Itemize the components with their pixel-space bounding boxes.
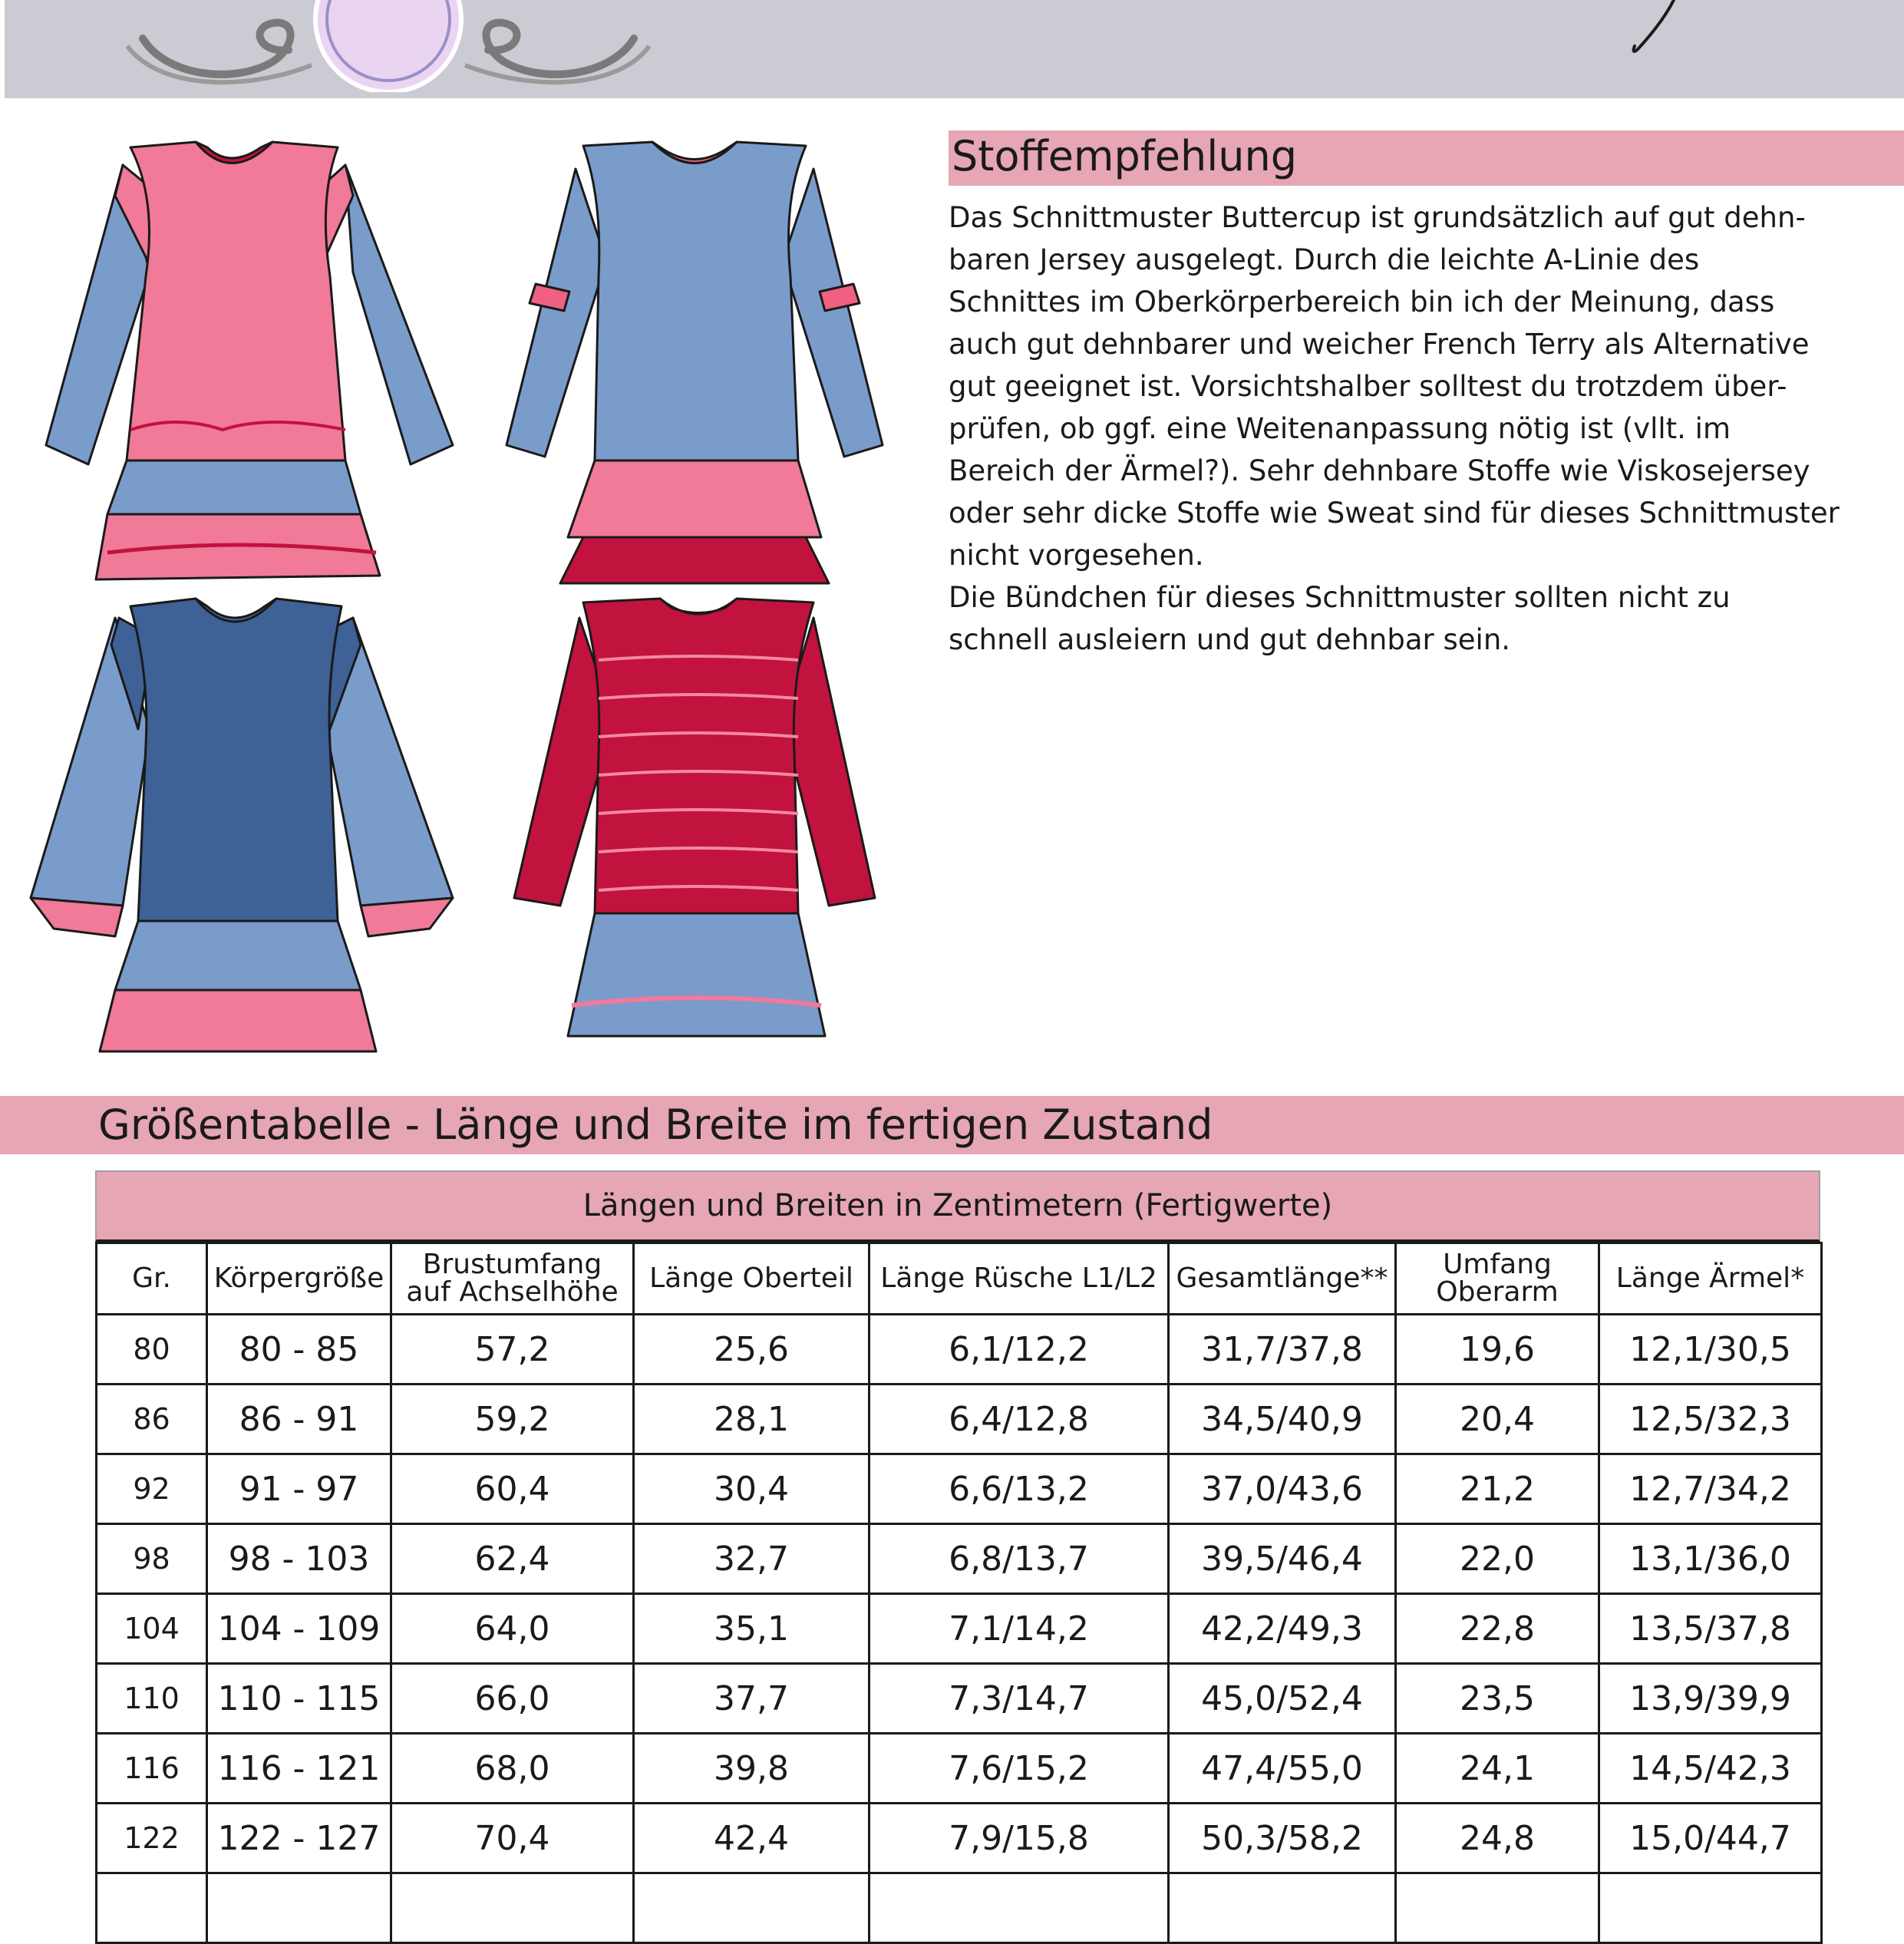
cell-sleeve-length: 13,1/36,0 [1599, 1524, 1822, 1594]
cell-sleeve-length: 13,5/37,8 [1599, 1594, 1822, 1664]
size-table [95, 1170, 1820, 1944]
signature-icon [1601, 0, 1693, 61]
cell-total-length: 45,0/52,4 [1169, 1664, 1396, 1734]
table-row [97, 1315, 1822, 1385]
cell-sleeve-length: 15,0/44,7 [1599, 1804, 1822, 1873]
table-row [97, 1664, 1822, 1734]
header-band [5, 0, 1904, 98]
cell-ruffle-length: 6,1/12,2 [870, 1315, 1169, 1385]
cell-top-length: 25,6 [634, 1315, 870, 1385]
cell-body-height: 110 - 115 [207, 1664, 391, 1734]
cell-chest: 66,0 [391, 1664, 634, 1734]
cell-body-height: 86 - 91 [207, 1385, 391, 1454]
cell-chest: 62,4 [391, 1524, 634, 1594]
size-table-body [97, 1315, 1822, 1943]
cell-chest: 59,2 [391, 1385, 634, 1454]
cell-body-height: 104 - 109 [207, 1594, 391, 1664]
table-row [97, 1873, 1822, 1943]
fabric-line: nicht vorgesehen. [949, 539, 1204, 572]
cell-upper-arm: 19,6 [1396, 1315, 1599, 1385]
column-header-upper-arm: Umfang Oberarm [1396, 1243, 1599, 1315]
fabric-line: schnell ausleiern und gut dehnbar sein. [949, 623, 1511, 656]
cell-size: 80 [97, 1315, 207, 1385]
cell-size: 92 [97, 1454, 207, 1524]
cell-ruffle-length: 7,1/14,2 [870, 1594, 1169, 1664]
cell-upper-arm: 24,1 [1396, 1734, 1599, 1804]
cell-body-height: 116 - 121 [207, 1734, 391, 1804]
cell-body-height: 80 - 85 [207, 1315, 391, 1385]
fabric-line: gut geeignet ist. Vorsichtshalber solltest du trotzdem über- [949, 370, 1787, 403]
cell-top-length: 37,7 [634, 1664, 870, 1734]
fabric-section-title: Stoffempfehlung [952, 132, 1297, 180]
cell-size [97, 1873, 207, 1943]
size-table-caption: Längen und Breiten in Zentimetern (Fertigwerte) [95, 1170, 1820, 1242]
cell-ruffle-length: 6,8/13,7 [870, 1524, 1169, 1594]
cell-ruffle-length [870, 1873, 1169, 1943]
column-header-top-length: Länge Oberteil [634, 1243, 870, 1315]
cell-size: 110 [97, 1664, 207, 1734]
cell-body-height [207, 1873, 391, 1943]
cell-total-length: 42,2/49,3 [1169, 1594, 1396, 1664]
fabric-line: Die Bündchen für dieses Schnittmuster sollten nicht zu [949, 581, 1731, 614]
fabric-line: prüfen, ob ggf. eine Weitenanpassung nötig ist (vllt. im [949, 412, 1731, 445]
cell-upper-arm [1396, 1873, 1599, 1943]
cell-sleeve-length [1599, 1873, 1822, 1943]
table-row [97, 1385, 1822, 1454]
table-row [97, 1454, 1822, 1524]
cell-chest [391, 1873, 634, 1943]
size-table-section-title: Größentabelle - Länge und Breite im fertigen Zustand [98, 1101, 1213, 1149]
cell-size: 104 [97, 1594, 207, 1664]
brand-logo-icon [120, 0, 657, 92]
cell-size: 116 [97, 1734, 207, 1804]
table-row [97, 1524, 1822, 1594]
cell-size: 86 [97, 1385, 207, 1454]
cell-total-length: 31,7/37,8 [1169, 1315, 1396, 1385]
cell-size: 122 [97, 1804, 207, 1873]
column-header-sleeve-length: Länge Ärmel* [1599, 1243, 1822, 1315]
cell-chest: 64,0 [391, 1594, 634, 1664]
table-row [97, 1734, 1822, 1804]
cell-chest: 70,4 [391, 1804, 634, 1873]
cell-size: 98 [97, 1524, 207, 1594]
fabric-description [949, 196, 1900, 661]
column-header-chest: Brustumfang auf Achselhöhe [391, 1243, 634, 1315]
red-striped-dress-illustration [514, 599, 875, 1036]
garment-illustrations [23, 138, 944, 1059]
fabric-line: auch gut dehnbarer und weicher French Terry als Alternative [949, 328, 1810, 361]
cell-top-length: 28,1 [634, 1385, 870, 1454]
fabric-line: baren Jersey ausgelegt. Durch die leichte A-Linie des [949, 243, 1700, 276]
cell-chest: 57,2 [391, 1315, 634, 1385]
cell-ruffle-length: 6,6/13,2 [870, 1454, 1169, 1524]
cell-body-height: 98 - 103 [207, 1524, 391, 1594]
dark-blue-dress-illustration [31, 599, 453, 1051]
cell-upper-arm: 23,5 [1396, 1664, 1599, 1734]
cell-body-height: 122 - 127 [207, 1804, 391, 1873]
fabric-line: Schnittes im Oberkörperbereich bin ich der Meinung, dass [949, 285, 1775, 318]
cell-chest: 60,4 [391, 1454, 634, 1524]
column-header-size: Gr. [97, 1243, 207, 1315]
size-table-header-row [97, 1243, 1822, 1315]
size-table-grid [95, 1242, 1823, 1944]
cell-sleeve-length: 14,5/42,3 [1599, 1734, 1822, 1804]
cell-upper-arm: 21,2 [1396, 1454, 1599, 1524]
column-header-total-length: Gesamtlänge** [1169, 1243, 1396, 1315]
light-blue-dress-illustration [507, 142, 883, 583]
cell-upper-arm: 22,0 [1396, 1524, 1599, 1594]
table-row [97, 1594, 1822, 1664]
fabric-line: Bereich der Ärmel?). Sehr dehnbare Stoffe wie Viskosejersey [949, 454, 1810, 487]
cell-total-length: 50,3/58,2 [1169, 1804, 1396, 1873]
cell-ruffle-length: 7,9/15,8 [870, 1804, 1169, 1873]
cell-total-length: 47,4/55,0 [1169, 1734, 1396, 1804]
fabric-line: Das Schnittmuster Buttercup ist grundsätzlich auf gut dehn- [949, 201, 1806, 234]
cell-top-length [634, 1873, 870, 1943]
cell-sleeve-length: 12,5/32,3 [1599, 1385, 1822, 1454]
cell-total-length [1169, 1873, 1396, 1943]
cell-body-height: 91 - 97 [207, 1454, 391, 1524]
fabric-line: oder sehr dicke Stoffe wie Sweat sind für dieses Schnittmuster [949, 497, 1840, 530]
cell-top-length: 35,1 [634, 1594, 870, 1664]
cell-ruffle-length: 6,4/12,8 [870, 1385, 1169, 1454]
cell-total-length: 37,0/43,6 [1169, 1454, 1396, 1524]
cell-top-length: 39,8 [634, 1734, 870, 1804]
cell-upper-arm: 20,4 [1396, 1385, 1599, 1454]
cell-total-length: 34,5/40,9 [1169, 1385, 1396, 1454]
cell-total-length: 39,5/46,4 [1169, 1524, 1396, 1594]
pink-dress-illustration [24, 138, 453, 579]
cell-upper-arm: 22,8 [1396, 1594, 1599, 1664]
cell-ruffle-length: 7,6/15,2 [870, 1734, 1169, 1804]
cell-sleeve-length: 12,7/34,2 [1599, 1454, 1822, 1524]
cell-sleeve-length: 12,1/30,5 [1599, 1315, 1822, 1385]
cell-sleeve-length: 13,9/39,9 [1599, 1664, 1822, 1734]
cell-top-length: 32,7 [634, 1524, 870, 1594]
cell-top-length: 42,4 [634, 1804, 870, 1873]
cell-ruffle-length: 7,3/14,7 [870, 1664, 1169, 1734]
table-row [97, 1804, 1822, 1873]
cell-upper-arm: 24,8 [1396, 1804, 1599, 1873]
cell-top-length: 30,4 [634, 1454, 870, 1524]
column-header-ruffle-length: Länge Rüsche L1/L2 [870, 1243, 1169, 1315]
cell-chest: 68,0 [391, 1734, 634, 1804]
column-header-body-height: Körpergröße [207, 1243, 391, 1315]
